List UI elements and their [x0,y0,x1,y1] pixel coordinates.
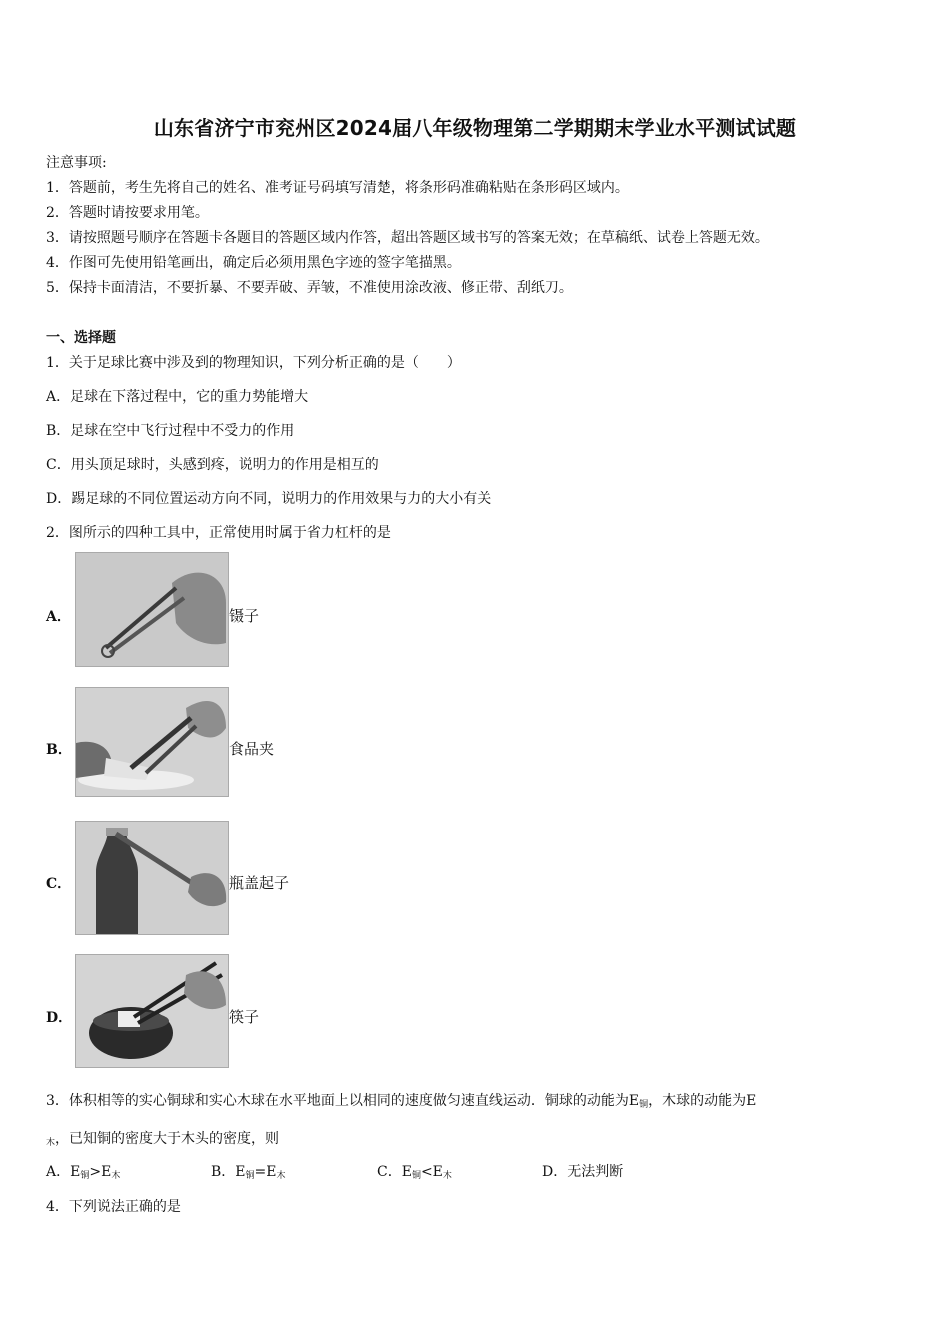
bottle-opener-photo [75,821,229,935]
q1-option-a: A．足球在下落过程中，它的重力势能增大 [46,389,309,405]
q1-option-b: B．足球在空中飞行过程中不受力的作用 [46,423,295,439]
q2-option-caption: 瓶盖起子 [229,874,290,892]
q2-option-label: D． [46,1010,73,1026]
notice-item: 5．保持卡面清洁，不要折暴、不要弄破、弄皱，不准使用涂改液、修正带、刮纸刀。 [46,280,573,296]
q2-option-label: C． [46,876,72,892]
section-heading: 一、选择题 [46,330,116,346]
notice-item: 3．请按照题号顺序在答题卡各题目的答题区域内作答，超出答题区域书写的答案无效；在草稿纸、试卷上答题无效。 [46,230,769,246]
q2-option-caption: 镊子 [229,607,260,625]
notice-item: 1．答题前，考生先将自己的姓名、准考证号码填写清楚，将条形码准确粘贴在条形码区域内。 [46,180,629,196]
q3-stem-line2: $_木$，已知铜的密度大于木头的密度，则 [46,1131,280,1148]
notice-heading: 注意事项: [46,155,107,171]
q3-option-d: D．无法判断 [542,1164,624,1180]
q3-stem-line1: 3．体积相等的实心铜球和实心木球在水平地面上以相同的速度做匀速直线运动．铜球的动能为$E_铜$，木球的动能为E [46,1093,757,1110]
food-tongs-photo [75,687,229,797]
q1-option-d: D．踢足球的不同位置运动方向不同，说明力的作用效果与力的大小有关 [46,491,492,507]
q1-option-c: C．用头顶足球时，头感到疼，说明力的作用是相互的 [46,457,379,473]
q3-option-b: B．$E_铜=E_木$ [211,1164,286,1181]
q4-stem: 4．下列说法正确的是 [46,1199,181,1215]
q3-option-c: C．$E_铜<E_木$ [377,1164,452,1181]
notice-item: 4．作图可先使用铅笔画出，确定后必须用黑色字迹的签字笔描黑。 [46,255,461,271]
q2-option-caption: 筷子 [229,1008,260,1026]
page-title: 山东省济宁市兖州区2024届八年级物理第二学期期末学业水平测试试题 [153,116,797,140]
q2-option-label: B． [46,742,72,758]
q3-option-a: A．$E_铜>E_木$ [46,1164,121,1181]
notice-item: 2．答题时请按要求用笔。 [46,205,209,221]
q2-stem: 2．图所示的四种工具中，正常使用时属于省力杠杆的是 [46,525,391,541]
q1-stem: 1．关于足球比赛中涉及到的物理知识，下列分析正确的是（ ） [46,355,461,371]
q2-option-caption: 食品夹 [229,740,275,758]
chopsticks-photo [75,954,229,1068]
tweezers-photo [75,552,229,667]
q2-option-label: A． [46,609,71,625]
